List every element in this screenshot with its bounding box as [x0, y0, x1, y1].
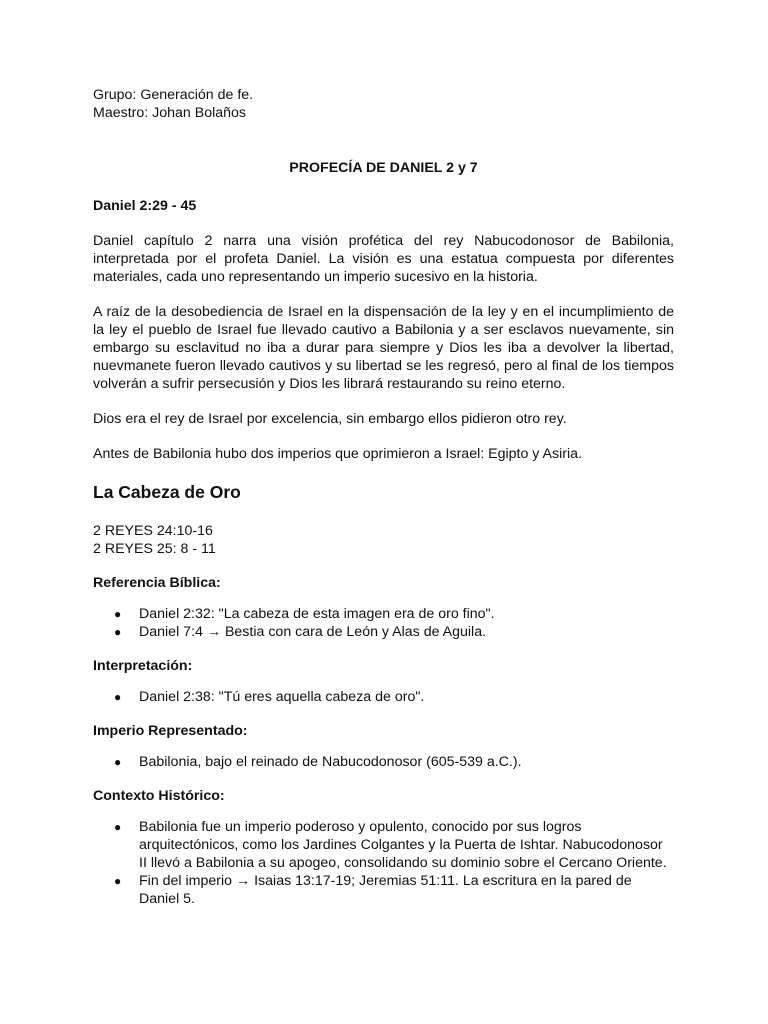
list-item-text: Fin del imperio → Isaias 13:17-19; Jeremias 51:11. La escritura en la pared de Daniel 5. — [139, 873, 632, 907]
list-item — [114, 818, 674, 872]
list-item — [114, 753, 674, 771]
document-page — [93, 86, 674, 908]
list-item — [114, 688, 674, 706]
list-imperio — [93, 753, 674, 771]
bullet-icon: ● — [114, 625, 122, 639]
ref-line: 2 REYES 25: 8 - 11 — [93, 541, 216, 557]
list-contexto — [93, 818, 674, 908]
ref-line: 2 REYES 24:10-16 — [93, 523, 213, 539]
bullet-icon: ● — [114, 755, 122, 769]
list-item-text: Babilonia fue un imperio poderoso y opulento, conocido por sus logros arquitectónicos, como los Jardines Colgantes y la Puerta de Ishtar. Nabucodonosor II llevó a Babilonia a su apogeo, consolidando su dominio sobre el Cercano Oriente. — [139, 819, 667, 871]
list-item — [114, 872, 674, 908]
list-item — [114, 623, 674, 641]
label-contexto: Contexto Histórico: — [93, 788, 225, 804]
section-title: La Cabeza de Oro — [93, 482, 241, 502]
document-title: PROFECÍA DE DANIEL 2 y 7 — [289, 160, 478, 176]
list-item-text: Daniel 7:4 → Bestia con cara de León y Alas de Aguila. — [139, 624, 487, 640]
group-line: Grupo: Generación de fe. — [93, 87, 254, 103]
list-item-text: Daniel 2:32: "La cabeza de esta imagen era de oro fino". — [139, 606, 495, 622]
bullet-icon: ● — [114, 607, 122, 621]
paragraph-empires: Antes de Babilonia hubo dos imperios que oprimieron a Israel: Egipto y Asiria. — [93, 446, 582, 462]
teacher-line: Maestro: Johan Bolaños — [93, 105, 247, 121]
bullet-icon: ● — [114, 690, 122, 704]
label-imperio: Imperio Representado: — [93, 723, 248, 739]
paragraph-intro: Daniel capítulo 2 narra una visión profética del rey Nabucodonosor de Babilonia, interpretada por el profeta Daniel. La visión es una estatua compuesta por diferentes materiales, cada uno representando un imperio sucesivo en la historia. — [93, 233, 674, 285]
list-item-text: Daniel 2:38: "Tú eres aquella cabeza de oro". — [139, 689, 425, 705]
section-refs — [93, 522, 674, 558]
paragraph-captivity: A raíz de la desobediencia de Israel en la dispensación de la ley y en el incumplimiento de la ley el pueblo de Israel fue llevado cautivo a Babilonia y a ser esclavos nuevamente, sin embargo su esclavitud no iba a durar para siempre y Dios les iba a devolver la libertad, nuevmanete fueron llevado cautivos y su libertad se les regresó, pero al final de los tiempos volverán a sufrir persecusión y Dios les librará restaurando su reino eterno. — [93, 304, 674, 392]
paragraph-king: Dios era el rey de Israel por excelencia, sin embargo ellos pidieron otro rey. — [93, 411, 567, 427]
label-interpretacion: Interpretación: — [93, 658, 193, 674]
bullet-icon: ● — [114, 820, 122, 834]
list-interpretacion — [93, 688, 674, 706]
list-item — [114, 605, 674, 623]
bullet-icon: ● — [114, 874, 122, 888]
label-referencia: Referencia Bíblica: — [93, 575, 221, 591]
list-referencia — [93, 605, 674, 641]
reference-heading: Daniel 2:29 - 45 — [93, 198, 197, 214]
list-item-text: Babilonia, bajo el reinado de Nabucodonosor (605-539 a.C.). — [139, 754, 522, 770]
